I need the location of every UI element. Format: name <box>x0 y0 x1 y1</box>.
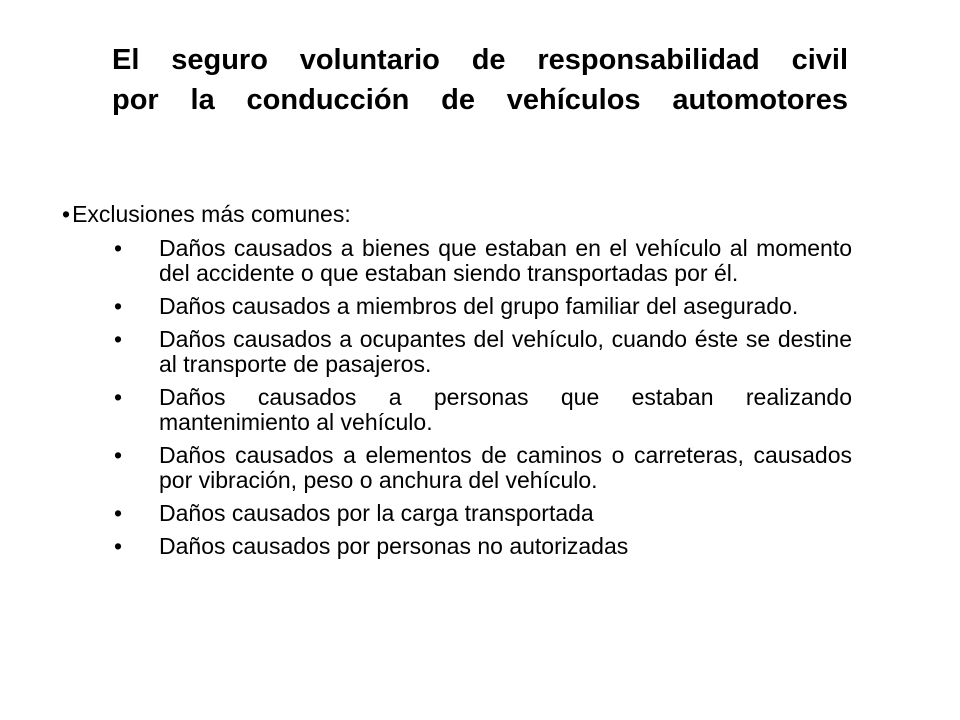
bullet-icon: • <box>62 201 71 227</box>
list-item <box>62 501 852 526</box>
list-item-text: Daños causados a miembros del grupo familiar del asegurado. <box>159 293 799 319</box>
list-item <box>62 443 852 493</box>
list-item-text: Daños causados a ocupantes del vehículo, cuando éste se destine al transporte de pasajeros. <box>159 326 852 377</box>
list-item-text: Daños causados por la carga transportada <box>159 500 594 526</box>
list-item-text: Daños causados a bienes que estaban en el vehículo al momento del accidente o que estaban siendo transportadas por él. <box>159 235 852 286</box>
bullet-icon: • <box>114 326 123 352</box>
title-line-1: El seguro voluntario de responsabilidad civil <box>112 44 848 76</box>
list-item <box>62 534 852 559</box>
title-line-2: por la conducción de vehículos automotores <box>112 84 848 116</box>
bullet-icon: • <box>114 533 123 559</box>
section-heading <box>62 200 852 228</box>
list-item-text: Daños causados a elementos de caminos o carreteras, causados por vibración, peso o anchura del vehículo. <box>159 442 852 493</box>
list-item-text: Daños causados a personas que estaban realizando mantenimiento al vehículo. <box>159 384 852 435</box>
bullet-icon: • <box>114 293 123 319</box>
slide-content <box>62 200 852 567</box>
list-item <box>62 327 852 377</box>
slide-title <box>112 40 848 120</box>
list-item-text: Daños causados por personas no autorizadas <box>159 533 629 559</box>
bullet-icon: • <box>114 235 123 261</box>
list-item <box>62 385 852 435</box>
list-item <box>62 236 852 286</box>
list-item <box>62 294 852 319</box>
section-heading-text: Exclusiones más comunes: <box>72 201 351 227</box>
bullet-icon: • <box>114 500 123 526</box>
bullet-icon: • <box>114 384 123 410</box>
bullet-icon: • <box>114 442 123 468</box>
exclusions-list <box>62 236 852 559</box>
